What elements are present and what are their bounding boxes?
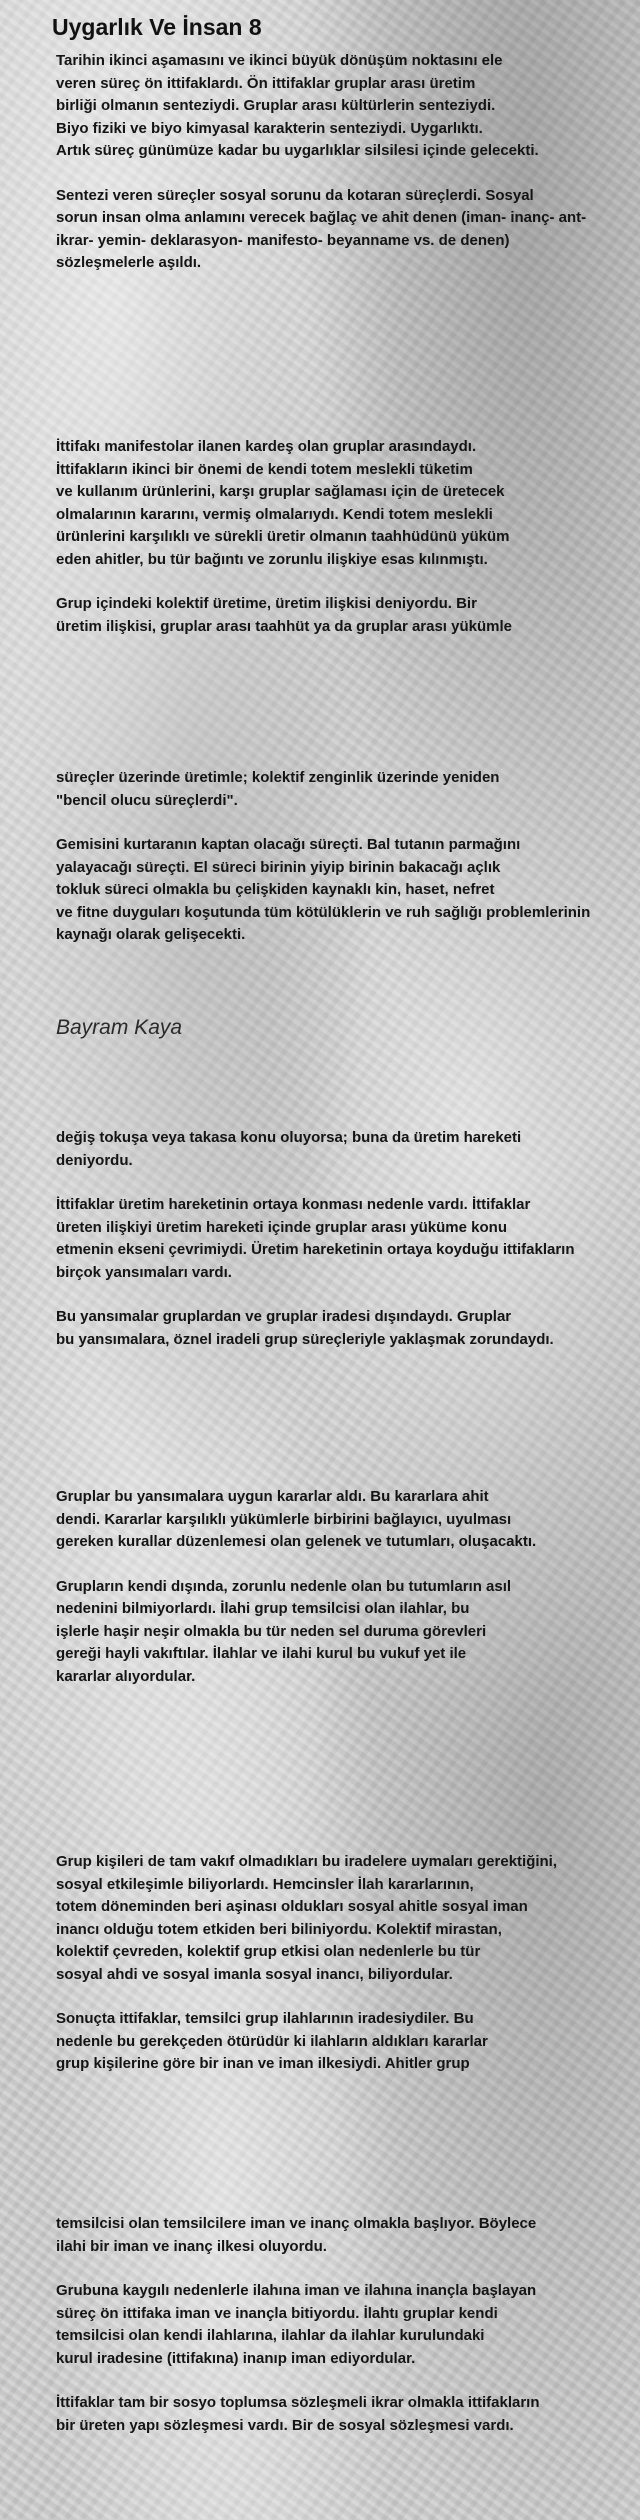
paragraph	[56, 2280, 636, 2370]
text-line: ve kullanım ürünlerini, karşı gruplar sağlaması için de üretecek	[56, 483, 505, 500]
text-line: ve fitne duyguları koşutunda tüm kötülüklerin ve ruh sağlığı problemlerinin	[56, 903, 591, 921]
text-line: Grup içindeki kolektif üretime, üretim ilişkisi deniyordu. Bir	[56, 595, 477, 612]
text-line: sosyal ahdi ve sosyal imanla sosyal inancı, biliyordular.	[56, 1965, 453, 1983]
text-line: sorun insan olma anlamını verecek bağlaç ve ahit denen (iman- inanç- ant-	[56, 209, 587, 226]
paragraph	[56, 1194, 636, 1284]
text-line: süreçler üzerinde üretimle; kolektif zenginlik üzerinde yeniden	[56, 769, 500, 786]
text-line: Sentezi veren süreçler sosyal sorunu da kotaran süreçlerdi. Sosyal	[56, 186, 534, 204]
text-line: nedenini bilmiyorlardı. İlahi grup temsilcisi olan ilahlar, bu	[56, 1600, 470, 1617]
text-line: Gruplar bu yansımalara uygun kararlar aldı. Bu kararlara ahit	[56, 1488, 489, 1505]
paragraph	[56, 1851, 636, 1986]
text-line: İttifaklar üretim hareketinin ortaya konması nedenle vardı. İttifaklar	[56, 1196, 531, 1213]
text-line: ürünlerini karşılıklı ve sürekli üretir olmanın taahhüdünü yüküm	[56, 528, 510, 545]
paragraph	[56, 1127, 636, 1172]
text-line: birçok yansımaları vardı.	[56, 1263, 232, 1281]
text-line: nedenle bu gerekçeden ötürüdür ki ilahların aldıkları kararlar	[56, 2032, 488, 2050]
text-section	[56, 1486, 636, 1710]
text-line: gereken kurallar düzenlemesi olan gelenek ve tutumları, oluşacaktı.	[56, 1533, 537, 1550]
text-section	[56, 1851, 636, 2098]
text-line: bir üreten yapı sözleşmesi vardı. Bir de sosyal sözleşmesi vardı.	[56, 2416, 514, 2434]
text-line: değiş tokuşa veya takasa konu oluyorsa; buna da üretim hareketi	[56, 1129, 522, 1146]
paragraph	[56, 2008, 636, 2076]
text-line: Artık süreç günümüze kadar bu uygarlıklar silsilesi içinde gelecekti.	[56, 142, 539, 159]
text-line: Tarihin ikinci aşamasını ve ikinci büyük dönüşüm noktasını ele	[56, 52, 503, 69]
text-line: üreten ilişkiyi üretim hareketi içinde gruplar arası yüküme konu	[56, 1218, 507, 1236]
text-line: İttifakların ikinci bir önemi de kendi totem meslekli tüketim	[56, 460, 473, 478]
text-section	[56, 1127, 636, 1373]
paragraph	[56, 834, 636, 947]
text-line: Grupların kendi dışında, zorunlu nedenle olan bu tutumların asıl	[56, 1577, 512, 1595]
text-line: olmalarının kararını, vermiş olmalarıydı. Kendi totem meslekli	[56, 505, 493, 523]
text-line: dendi. Kararlar karşılıklı yükümlerle birbirini bağlayıcı, uyulması	[56, 1510, 512, 1528]
text-line: ikrar- yemin- deklarasyon- manifesto- beyanname vs. de denen)	[56, 231, 510, 249]
text-line: İttifaklar tam bir sosyo toplumsa sözleşmeli ikrar olmakla ittifakların	[56, 2394, 540, 2411]
text-line: Grubuna kaygılı nedenlerle ilahına iman ve ilahına inançla başlayan	[56, 2282, 537, 2299]
text-line: kolektif çevreden, kolektif grup etkisi olan nedenlerle bu tür	[56, 1943, 481, 1960]
text-line: temsilcisi olan temsilcilere iman ve inanç olmakla başlıyor. Böylece	[56, 2215, 537, 2232]
text-section	[56, 436, 636, 660]
text-line: üretim ilişkisi, gruplar arası taahhüt ya da gruplar arası yükümle	[56, 617, 512, 635]
text-line: birliği olmanın senteziydi. Gruplar arası kültürlerin senteziydi.	[56, 97, 496, 114]
paragraph	[56, 1306, 636, 1351]
text-line: eden ahitler, bu tür bağıntı ve zorunlu ilişkiye esas kılınmıştı.	[56, 550, 488, 568]
text-line: veren süreç ön ittifaklardı. Ön ittifaklar gruplar arası üretim	[56, 74, 476, 92]
text-line: deniyordu.	[56, 1151, 133, 1169]
text-section	[56, 2213, 636, 2459]
paragraph	[56, 593, 636, 638]
text-line: gereği hayli vakıftılar. İlahlar ve ilahi kurul bu vukuf yet ile	[56, 1645, 467, 1662]
paragraph	[56, 767, 636, 812]
text-line: "bencil olucu süreçlerdi".	[56, 791, 238, 809]
text-line: kararlar alıyordular.	[56, 1667, 196, 1685]
text-line: etmenin ekseni çevrimiydi. Üretim hareketinin ortaya koyduğu ittifakların	[56, 1241, 575, 1258]
paragraph	[56, 50, 636, 163]
text-section	[56, 767, 636, 969]
text-line: temsilcisi olan kendi ilahlarına, ilahlar da ilahlar kurulundaki	[56, 2327, 485, 2344]
text-section	[56, 50, 636, 297]
page-title: Uygarlık Ve İnsan 8	[52, 14, 262, 40]
text-line: kurul iradesine (ittifakına) inanıp iman ediyordular.	[56, 2349, 416, 2367]
text-line: grup kişilerine göre bir inan ve iman ilkesiydi. Ahitler grup	[56, 2055, 470, 2072]
text-line: Gemisini kurtaranın kaptan olacağı süreçti. Bal tutanın parmağını	[56, 836, 521, 853]
paragraph	[56, 185, 636, 275]
text-line: Grup kişileri de tam vakıf olmadıkları bu iradelere uymaları gerektiğini,	[56, 1853, 558, 1870]
text-line: sözleşmelerle aşıldı.	[56, 254, 202, 271]
text-line: işlerle haşir neşir olmakla bu tür neden sel duruma görevleri	[56, 1622, 487, 1640]
text-line: Sonuçta ittifaklar, temsilci grup ilahlarının iradesiydiler. Bu	[56, 2010, 474, 2027]
text-line: Biyo fiziki ve biyo kimyasal karakterin senteziydi. Uygarlıktı.	[56, 119, 483, 137]
paragraph	[56, 1576, 636, 1689]
text-line: bu yansımalara, öznel iradeli grup süreçleriyle yaklaşmak zorundaydı.	[56, 1330, 554, 1348]
text-line: İttifakı manifestolar ilanen kardeş olan gruplar arasındaydı.	[56, 438, 477, 455]
paragraph	[56, 436, 636, 571]
text-line: tokluk süreci olmakla bu çelişkiden kaynaklı kin, haset, nefret	[56, 881, 495, 898]
paragraph	[56, 2213, 636, 2258]
text-line: sosyal etkileşimle biliyorlardı. Hemcinsler İlah kararlarının,	[56, 1875, 474, 1893]
text-line: inancı olduğu totem etkiden beri biliniyordu. Kolektif mirastan,	[56, 1920, 502, 1938]
paragraph	[56, 1486, 636, 1554]
text-line: kaynağı olarak gelişecekti.	[56, 926, 246, 943]
author-signature: Bayram Kaya	[56, 1016, 183, 1039]
text-line: Bu yansımalar gruplardan ve gruplar iradesi dışındaydı. Gruplar	[56, 1308, 512, 1325]
text-line: totem döneminden beri aşinası oldukları sosyal ahitle sosyal iman	[56, 1898, 528, 1915]
text-line: yalayacağı süreçti. El süreci birinin yiyip birinin bakacağı açlık	[56, 858, 501, 876]
paragraph	[56, 2392, 636, 2437]
text-line: ilahi bir iman ve inanç ilkesi oluyordu.	[56, 2237, 327, 2255]
text-line: süreç ön ittifaka iman ve inançla bitiyordu. İlahtı gruplar kendi	[56, 2304, 498, 2322]
